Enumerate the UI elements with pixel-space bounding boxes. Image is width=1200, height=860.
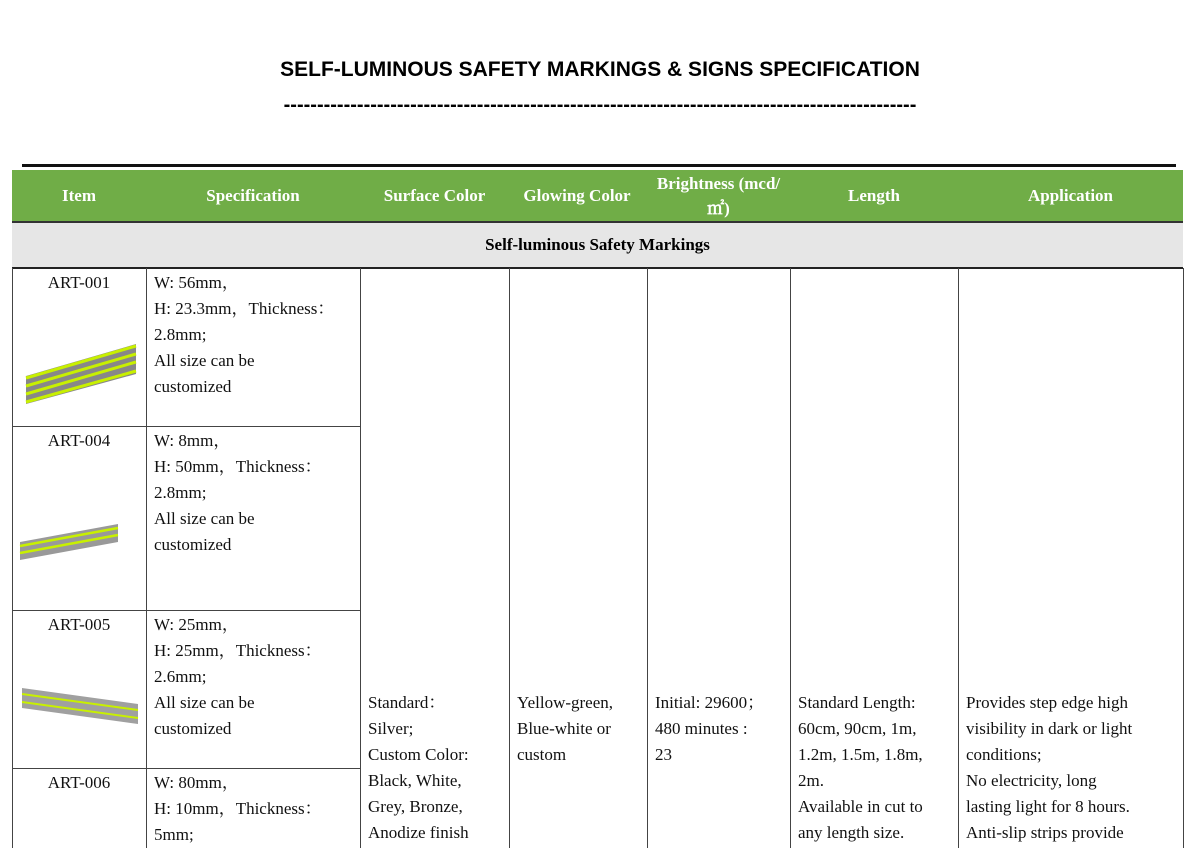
product-image-art-004 — [18, 520, 122, 562]
header-application: Application — [1027, 186, 1114, 205]
header-surface-color: Surface Color — [383, 186, 486, 205]
item-code: ART-004 — [47, 431, 111, 450]
spec-text: W: 8mm， H: 50mm，Thickness： 2.8mm; All size can be customized — [154, 431, 322, 554]
glowing-color-text: Yellow-green, Blue-white or custom — [517, 693, 614, 764]
header-item: Item — [62, 186, 96, 205]
brightness-text: Initial: 29600； 480 minutes : 23 — [655, 693, 765, 764]
spec-text: W: 80mm， H: 10mm，Thickness： 5mm; — [154, 773, 322, 844]
page-title: SELF-LUMINOUS SAFETY MARKINGS & SIGNS SPECIFICATION — [280, 58, 920, 81]
grid-line — [12, 426, 360, 427]
dashed-divider: ----------------------------------------------------------------------------------------------- — [283, 94, 917, 116]
item-code: ART-005 — [47, 615, 111, 634]
product-image-art-005 — [20, 684, 140, 728]
grid-line — [958, 268, 959, 848]
table-header — [12, 170, 1183, 223]
top-rule — [22, 164, 1176, 167]
header-specification: Specification — [206, 186, 300, 205]
product-image-art-001 — [22, 338, 140, 404]
grid-line — [146, 268, 147, 848]
grid-line — [12, 268, 13, 848]
grid-line — [509, 268, 510, 848]
grid-line — [790, 268, 791, 848]
section-row: Self-luminous Safety Markings — [12, 223, 1183, 269]
header-glowing-color: Glowing Color — [523, 186, 631, 205]
spec-text: W: 25mm， H: 25mm，Thickness： 2.6mm; All size can be customized — [154, 615, 322, 738]
header-brightness: Brightness (mcd/㎡) — [656, 173, 781, 218]
item-code: ART-006 — [47, 773, 111, 792]
grid-line — [360, 268, 361, 848]
header-length: Length — [848, 186, 900, 205]
grid-line — [1183, 268, 1184, 848]
grid-line — [647, 268, 648, 848]
application-text: Provides step edge high visibility in dark or light conditions; No electricity, long lasting light for 8 hours. Anti-slip strips provide — [966, 693, 1133, 842]
item-code: ART-001 — [47, 273, 111, 292]
grid-line — [12, 610, 360, 611]
length-text: Standard Length: 60cm, 90cm, 1m, 1.2m, 1.5m, 1.8m, 2m. Available in cut to any length size. — [798, 693, 923, 842]
spec-text: W: 56mm， H: 23.3mm，Thickness： 2.8mm; All size can be customized — [154, 273, 335, 396]
grid-line — [12, 768, 360, 769]
surface-color-text: Standard： Silver; Custom Color: Black, White, Grey, Bronze, Anodize finish — [368, 693, 469, 842]
